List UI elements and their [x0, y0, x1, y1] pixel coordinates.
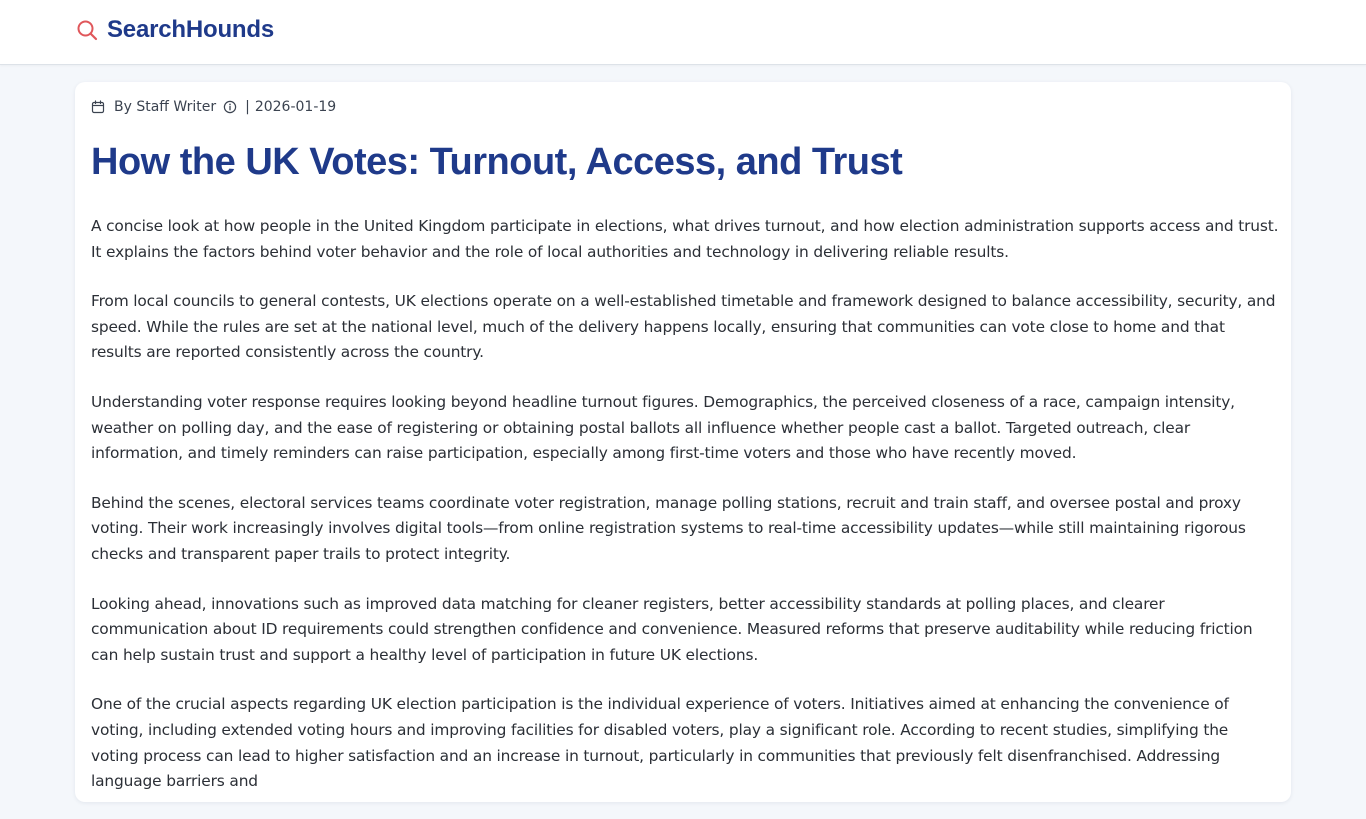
brand-logo-link[interactable] [76, 16, 274, 44]
publish-date: 2026-01-19 [254, 99, 337, 115]
article-paragraph: One of the crucial aspects regarding UK election participation is the individual experience of voters. Initiatives aimed at enhancing the convenience of voting, including extended voting hours and improving facilities for disabled voters, play a significant role. According to recent studies, simplifying the voting process can lead to higher satisfaction and an increase in turnout, particularly in communities that previously felt disenfranchised. Addressing language barriers and [91, 695, 1229, 791]
article-paragraph: Behind the scenes, electoral services teams coordinate voter registration, manage polling stations, recruit and train staff, and oversee postal and proxy voting. Their work increasingly involves digital tools—from online registration systems to real-time accessibility updates—while still maintaining rigorous checks and transparent paper trails to protect integrity. [91, 493, 1246, 563]
article-paragraph: From local councils to general contests, UK elections operate on a well-established timetable and framework designed to balance accessibility, security, and speed. While the rules are set at the national level, much of the delivery happens locally, ensuring that communities can vote close to home and that results are reported consistently across the country. [91, 292, 1276, 362]
search-icon [76, 19, 98, 41]
article-paragraph: Looking ahead, innovations such as improved data matching for cleaner registers, better accessibility standards at polling places, and clearer communication about ID requirements could strengthen confidence and convenience. Measured reforms that preserve auditability while reducing friction can help sustain trust and support a healthy level of participation in future UK elections. [91, 594, 1253, 664]
article-body [91, 214, 1279, 819]
article-paragraph: Understanding voter response requires looking beyond headline turnout figures. Demographics, the perceived closeness of a race, campaign intensity, weather on polling day, and the ease of registering or obtaining postal ballots all influence whether people cast a ballot. Targeted outreach, clear information, and timely reminders can raise participation, especially among first-time voters and those who have recently moved. [91, 392, 1235, 463]
article-title: How the UK Votes: Turnout, Access, and Trust [91, 141, 903, 183]
article-meta [91, 99, 336, 115]
article-card [75, 82, 1291, 802]
info-icon[interactable] [223, 100, 237, 114]
site-header [0, 0, 1366, 65]
brand-name: SearchHounds [107, 16, 274, 43]
article-paragraph: A concise look at how people in the United Kingdom participate in elections, what drives turnout, and how election administration supports access and trust. It explains the factors behind voter behavior and the role of local authorities and technology in delivering reliable results. [91, 217, 1279, 261]
author-name: By Staff Writer [114, 99, 217, 115]
meta-separator: | [245, 99, 250, 115]
calendar-icon [91, 100, 105, 114]
